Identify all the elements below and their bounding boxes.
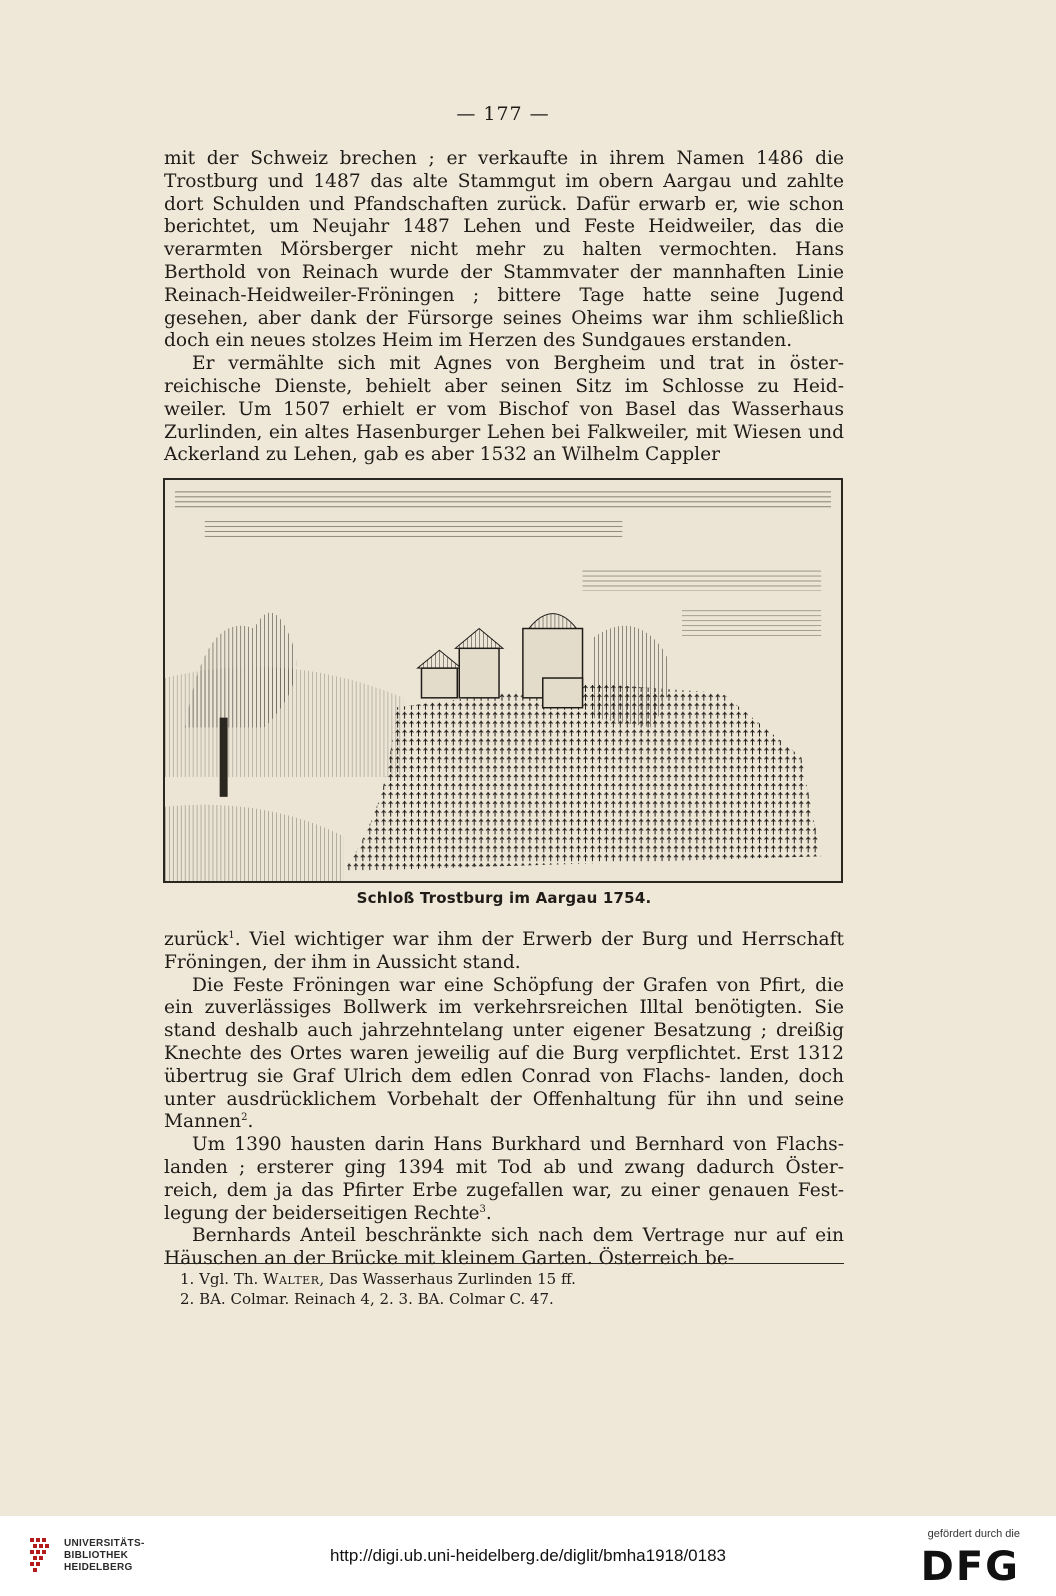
- footnote-text: , Das Wasserhaus Zurlinden 15 ff.: [319, 1270, 576, 1288]
- castle-engraving: [165, 480, 841, 881]
- text-fragment: . Viel wichtiger war ihm der Erwerb der Burg und Herrschaft: [234, 929, 844, 950]
- footnote-divider: [164, 1263, 844, 1264]
- text-line: Berthold von Reinach wurde der Stammvater der mannhaften Linie: [164, 261, 844, 283]
- footnote-author: Walter: [263, 1270, 320, 1288]
- footnote-ref-2: 2: [241, 1112, 248, 1124]
- text-line: verarmten Mörsberger nicht mehr zu halten vermochten. Hans: [164, 239, 844, 261]
- paragraph-2: [164, 353, 844, 467]
- library-name-line: HEIDELBERG: [64, 1562, 133, 1573]
- footnote-ref-3: 3: [479, 1203, 486, 1215]
- footnote-ref-1: 1: [228, 929, 235, 941]
- figure-caption: Schloß Trostburg im Aargau 1754.: [356, 889, 652, 907]
- text-line: doch ein neues stolzes Heim im Herzen des Sundgaues erstanden.: [164, 330, 793, 352]
- text-line: mit der Schweiz brechen ; er verkaufte in ihrem Namen 1486 die: [164, 148, 844, 169]
- text-fragment: ihn und seine Mannen: [164, 1088, 844, 1133]
- permalink-url[interactable]: http://digi.ub.uni-heidelberg.de/diglit/bmha1918/0183: [329, 1546, 726, 1565]
- text-line: Fröningen, der ihm in Aussicht stand.: [164, 951, 521, 973]
- footnotes: [180, 1269, 576, 1309]
- paragraph-4: [164, 975, 844, 1135]
- paragraph-5: [164, 1134, 844, 1225]
- text-line: Um 1390 hausten darin Hans Burkhard und Bernhard von Flachs-: [192, 1134, 844, 1156]
- text-line: Sie stand deshalb auch jahrzehntelang unter eigener Besatzung ;: [164, 997, 844, 1042]
- body-text-bottom: [164, 929, 844, 1271]
- digital-library-footer: [0, 1516, 1056, 1596]
- text-line: Bernhards Anteil beschränkte sich nach dem Vertrage nur auf: [192, 1225, 806, 1247]
- text-line: gesehen, aber dank der Fürsorge seines Oheims war ihm schließlich: [164, 307, 844, 329]
- text-line: weiler. Um 1507 erhielt er vom Bischof von Basel das Wasserhaus: [164, 398, 844, 420]
- text-fragment: zurück: [164, 929, 229, 950]
- footnote-2-3: 2. BA. Colmar. Reinach 4, 2. 3. BA. Colmar C. 47.: [180, 1290, 554, 1308]
- text-line: landen, doch unter ausdrücklichem Vorbehalt der Offenhaltung für: [164, 1065, 845, 1110]
- text-line: Erst 1312 übertrug sie Graf Ulrich dem edlen Conrad von Flachs-: [164, 1042, 844, 1087]
- text-line: landen ; ersterer ging 1394 mit Tod ab und zwang dadurch Öster-: [164, 1156, 844, 1178]
- footnote-text: 1. Vgl. Th.: [180, 1270, 264, 1288]
- paragraph-6: [164, 1225, 844, 1271]
- text-line: die ein zuverlässiges Bollwerk im verkehrsreichen Illtal benötigten.: [164, 974, 844, 1019]
- text-fragment: .: [247, 1111, 254, 1133]
- text-line: Er vermählte sich mit Agnes von Bergheim und trat in öster-: [192, 353, 844, 375]
- text-fragment: .: [485, 1202, 492, 1224]
- page-number: — 177 —: [456, 103, 550, 125]
- text-line: reich, dem ja das Pfirter Erbe zugefallen war, zu einer genauen Fest-: [164, 1179, 844, 1201]
- paragraph-3: [164, 929, 844, 975]
- engraving-illustration: [163, 478, 843, 883]
- text-line: Die Feste Fröningen war eine Schöpfung der Grafen von Pfirt,: [192, 974, 807, 996]
- dfg-logo: DFG: [920, 1544, 1020, 1590]
- text-line: Reinach-Heidweiler-Fröningen ; bittere Tage hatte seine Jugend: [164, 284, 844, 306]
- text-line: und Ackerland zu Lehen, gab es aber 1532 an Wilhelm Cappler: [164, 421, 844, 466]
- text-fragment: legung der beiderseitigen Rechte: [164, 1202, 480, 1224]
- text-line: berichtet, um Neujahr 1487 Lehen und Feste Heidweiler, das die: [164, 216, 844, 238]
- paragraph-1: [164, 148, 844, 353]
- library-name-line: UNIVERSITÄTS-: [64, 1538, 145, 1549]
- funding-label: gefördert durch die: [927, 1528, 1020, 1540]
- text-line: reichische Dienste, behielt aber seinen Sitz im Schlosse zu Heid-: [164, 375, 844, 397]
- footnote-1: [180, 1269, 576, 1289]
- text-line: ein Häuschen an der Brücke mit kleinem Garten. Österreich be-: [164, 1225, 844, 1270]
- text-line: Zurlinden, ein altes Hasenburger Lehen bei Falkweiler, mit Wiesen: [164, 421, 802, 443]
- library-name-line: BIBLIOTHEK: [64, 1550, 129, 1561]
- body-text-top: [164, 148, 844, 467]
- text-line: Trostburg und 1487 das alte Stammgut im obern Aargau und zahlte: [164, 170, 844, 192]
- text-line: dreißig Knechte des Ortes waren jeweilig auf die Burg verpflichtet.: [164, 1020, 844, 1064]
- text-line: dort Schulden und Pfandschaften zurück. Dafür erwarb er, wie schon: [164, 193, 844, 215]
